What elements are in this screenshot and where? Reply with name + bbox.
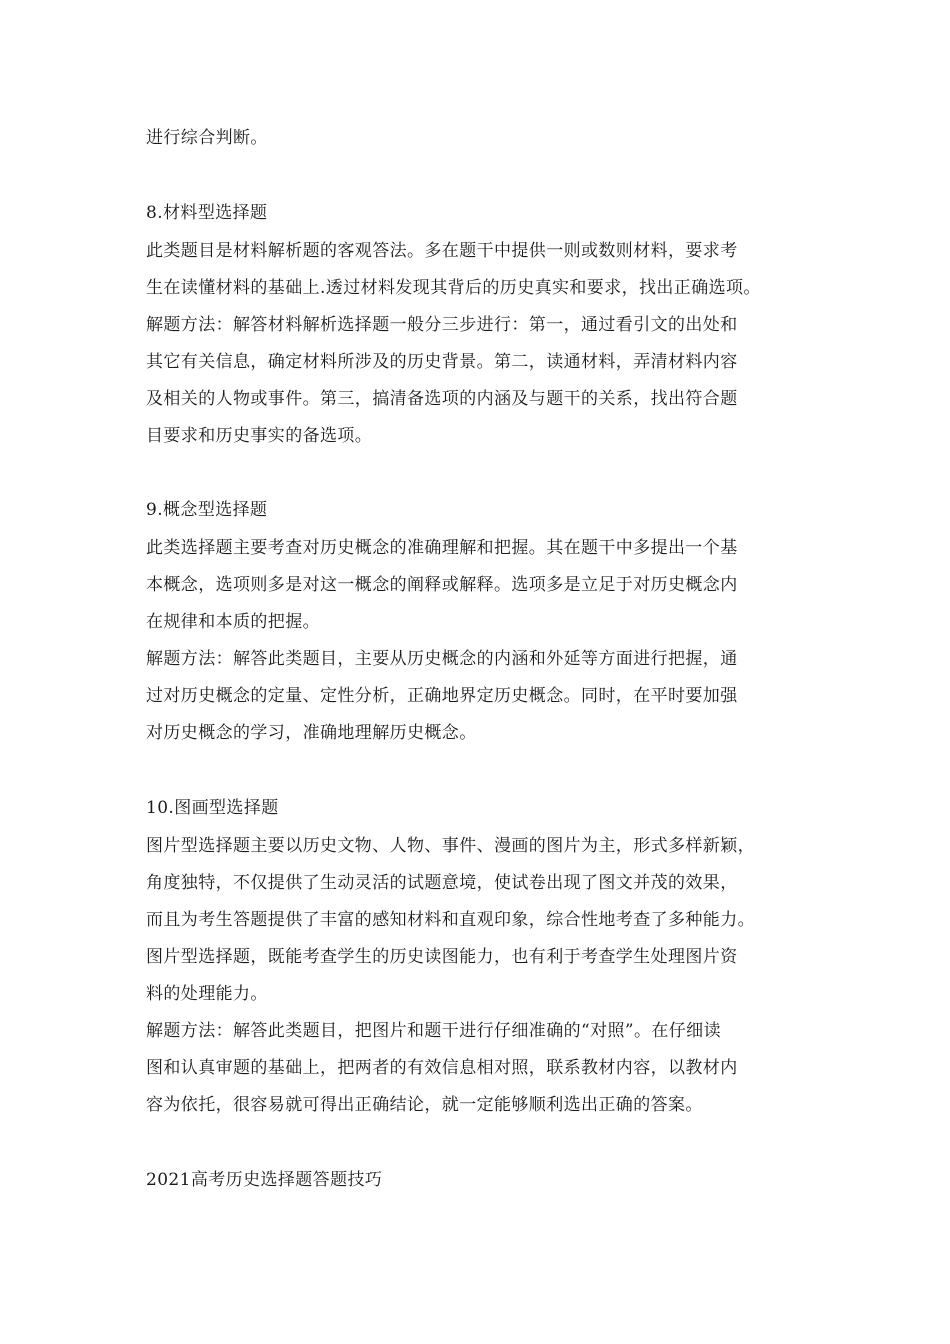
section-heading: 9.概念型选择题 xyxy=(146,500,268,520)
text-line: 其它有关信息，确定材料所涉及的历史背景。第二，读通材料，弄清材料内容 xyxy=(146,352,738,372)
section-heading: 2021高考历史选择题答题技巧 xyxy=(146,1170,383,1190)
text-line: 图和认真审题的基础上，把两者的有效信息相对照，联系教材内容，以教材内 xyxy=(146,1058,738,1078)
text-line: 图片型选择题主要以历史文物、人物、事件、漫画的图片为主，形式多样新颖， xyxy=(146,836,755,856)
text-line: 解题方法：解答此类题目，主要从历史概念的内涵和外延等方面进行把握，通 xyxy=(146,649,738,669)
text-line: 料的处理能力。 xyxy=(146,984,268,1004)
text-line: 进行综合判断。 xyxy=(146,128,268,148)
text-line: 而且为考生答题提供了丰富的感知材料和直观印象，综合性地考查了多种能力。 xyxy=(146,910,755,930)
text-line: 目要求和历史事实的备选项。 xyxy=(146,426,373,446)
text-line: 解题方法：解答材料解析选择题一般分三步进行：第一，通过看引文的出处和 xyxy=(146,315,738,335)
section-heading: 8.材料型选择题 xyxy=(146,203,268,223)
text-line: 解题方法：解答此类题目，把图片和题干进行仔细准确的“对照”。在仔细读 xyxy=(146,1021,721,1041)
text-line: 及相关的人物或事件。第三，搞清备选项的内涵及与题干的关系，找出符合题 xyxy=(146,389,738,409)
text-line: 过对历史概念的定量、定性分析，正确地界定历史概念。同时，在平时要加强 xyxy=(146,686,738,706)
section-heading: 10.图画型选择题 xyxy=(146,798,279,818)
text-line: 角度独特，不仅提供了生动灵活的试题意境，使试卷出现了图文并茂的效果， xyxy=(146,873,738,893)
text-line: 容为依托，很容易就可得出正确结论，就一定能够顺利选出正确的答案。 xyxy=(146,1095,703,1115)
text-line: 此类题目是材料解析题的客观答法。多在题干中提供一则或数则材料，要求考 xyxy=(146,241,738,261)
text-line: 本概念，选项则多是对这一概念的阐释或解释。选项多是立足于对历史概念内 xyxy=(146,575,738,595)
text-line: 此类选择题主要考查对历史概念的准确理解和把握。其在题干中多提出一个基 xyxy=(146,538,738,558)
text-line: 图片型选择题，既能考查学生的历史读图能力，也有利于考查学生处理图片资 xyxy=(146,947,738,967)
text-line: 在规律和本质的把握。 xyxy=(146,612,320,632)
text-line: 对历史概念的学习，准确地理解历史概念。 xyxy=(146,723,477,743)
text-line: 生在读懂材料的基础上.透过材料发现其背后的历史真实和要求，找出正确选项。 xyxy=(146,278,761,298)
